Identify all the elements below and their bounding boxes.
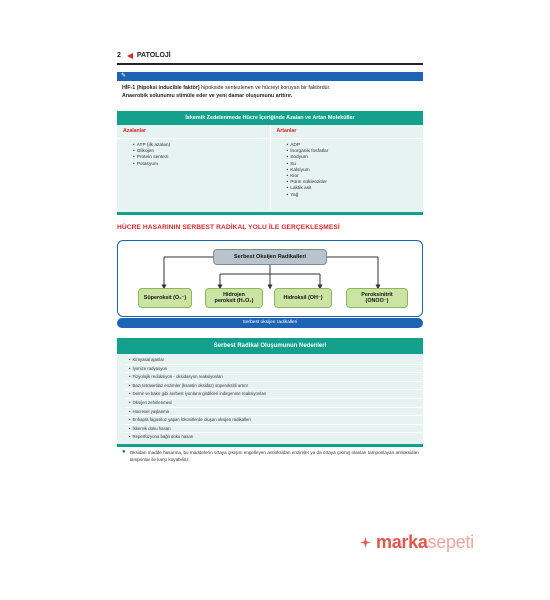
decreasing-list [123, 143, 264, 168]
list-item: • Potasyum [133, 162, 264, 168]
list-item: • Kalsiyum [287, 168, 418, 174]
causes-table-title: Serbest Radikal Oluşumunun Nedenleri [117, 338, 423, 354]
section-title: HÜCRE HASARININ SERBEST RADİKAL YOLU İLE GERÇEKLEŞMESİ [117, 224, 340, 231]
sparkle-icon [360, 537, 371, 548]
note-line-2: Anaerobik solunumu stimüle eder ve yeni damar oluşumunu arttırır. [122, 93, 293, 99]
list-item: • Kimyasal ajanlar [125, 356, 423, 365]
diagram-caption: Serbest oksijen radikalleri [117, 318, 423, 328]
node-label-2: (ONOO⁻) [365, 298, 389, 304]
note-line-1-rest: hipokside sentezlenen ve hücreyi koruyan bir faktördür. [199, 85, 331, 91]
list-item: • Fizyolojik redoksiyon - oksidasyon reaksiyonları [125, 373, 423, 382]
bullet-icon: ● [122, 449, 126, 455]
page-header [117, 52, 171, 59]
node-label: Süperoksit (O₂⁻) [143, 295, 187, 301]
root-node: Serbest Oksijen Radikalleri [213, 249, 327, 265]
pin-icon: ✎ [121, 73, 127, 79]
list-item: • Klor [287, 174, 418, 180]
node-hydroxyl [274, 288, 332, 308]
note-bar [117, 72, 423, 81]
watermark-part-2: sepeti [427, 532, 474, 552]
footnote [122, 449, 422, 463]
list-item: • İnorganik fosfatlar [287, 149, 418, 155]
list-item: • Reperfüzyona bağlı doku hasarı [125, 433, 423, 441]
list-item: • İyonize radyasyon [125, 365, 423, 374]
header-rule [117, 63, 423, 65]
list-item: • Su [287, 162, 418, 168]
note-term: HİF-1 (hipoksi inducible faktör) [122, 85, 200, 91]
list-item: • Protein sentezi [133, 155, 264, 161]
causes-table [117, 338, 423, 447]
list-item: • Demir ve bakır gibi serbest iyonların girdikleri indirgenme reaksiyonları [125, 390, 423, 399]
molecules-table [117, 111, 423, 215]
list-item: • ATP (ilk azalan) [133, 143, 264, 149]
list-item: • Oksijen zehirlenmesi [125, 399, 423, 408]
radical-diagram [117, 240, 423, 317]
increasing-column [270, 125, 424, 209]
list-item: • Yağ [287, 193, 418, 199]
increasing-header: Artanlar [271, 125, 424, 139]
node-peroxynitrite [346, 288, 408, 308]
node-hydrogen-peroxide [205, 288, 263, 308]
note-line-1 [122, 84, 418, 92]
list-item: • Sodyum [287, 155, 418, 161]
node-superoxide [138, 288, 192, 308]
note-body [122, 84, 418, 100]
book-title: PATOLOJİ [136, 52, 171, 59]
list-item: • Bazı tetrasetilaz enzimler (ksantin oksidaz) süperoksitli artırır [125, 382, 423, 391]
watermark [360, 532, 474, 553]
triangle-icon [127, 53, 133, 59]
decreasing-column [117, 125, 270, 209]
list-item: • Laktik asit [287, 186, 418, 192]
increasing-list [277, 143, 418, 199]
list-item: • Enhapta fagositoz yapan lökositlerde oluşan oksijen radikalleri [125, 416, 423, 425]
list-item: • ADP [287, 143, 418, 149]
list-item: • İskemik doku hasarı [125, 425, 423, 434]
molecules-table-columns [117, 125, 423, 209]
list-item: • Pürin nükleozitler [287, 180, 418, 186]
node-label-2: peroksit (H₂O₂) [214, 298, 254, 304]
decreasing-header: Azalanlar [117, 125, 270, 139]
causes-list [117, 354, 423, 441]
node-label: Peroksinitrit [361, 292, 393, 298]
list-item: • Glikojen [133, 149, 264, 155]
list-item: • Hücresel yaşlanma [125, 408, 423, 417]
footnote-text: Oksidan madde hasarına, bu maddelerin ortaya çıkışını engelleyen antioksidan enzimler ya da ortaya çıkmış olanları tamponlayan antioksidan tamponlar ile karşı koyabiliriz. [129, 450, 419, 462]
molecules-table-title: İskemik Zedelenmede Hücre İçeriğinde Azalan ve Artan Moleküller [117, 111, 423, 125]
watermark-part-1: marka [376, 532, 428, 552]
page-number: 2 [117, 52, 121, 59]
node-label: Hidroksil (OH⁻) [283, 295, 323, 301]
node-label: Hidrojen [223, 292, 245, 298]
